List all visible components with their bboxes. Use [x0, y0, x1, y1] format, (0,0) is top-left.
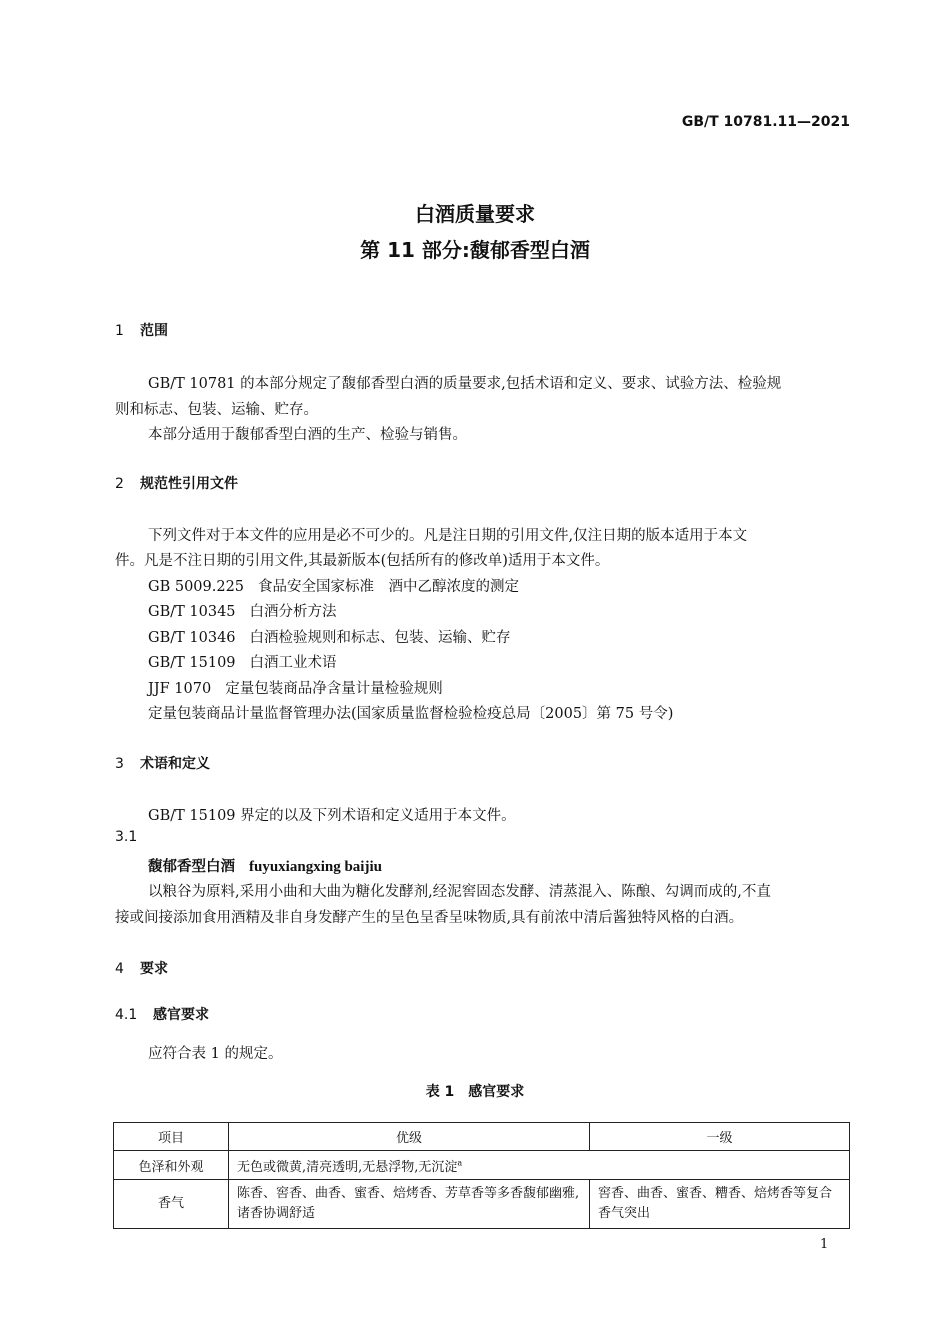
table-cell [229, 1151, 850, 1180]
paragraph: 应符合表 1 的规定。 [148, 1046, 283, 1062]
term-chinese: 馥郁香型白酒 [148, 859, 235, 875]
table-cell: 色泽和外观 [114, 1151, 229, 1180]
paragraph: 件。凡是不注日期的引用文件,其最新版本(包括所有的修改单)适用于本文件。 [115, 553, 610, 569]
table-row [114, 1151, 850, 1180]
document-subtitle: 第 11 部分:馥郁香型白酒 [360, 238, 590, 262]
section-title: 规范性引用文件 [140, 476, 238, 492]
reference-title: 白酒检验规则和标志、包装、运输、贮存 [249, 630, 511, 646]
paragraph: GB/T 10781 的本部分规定了馥郁香型白酒的质量要求,包括术语和定义、要求、试验方法、检验规 [148, 376, 782, 392]
section-3-heading [115, 753, 210, 773]
reference-title: 食品安全国家标准 酒中乙醇浓度的测定 [258, 579, 520, 595]
reference-code: JJF 1070 [148, 681, 212, 697]
reference-item [148, 677, 443, 698]
definition: 以粮谷为原料,采用小曲和大曲为糖化发酵剂,经泥窖固态发酵、清蒸混入、陈酿、勾调而成的,不直 [148, 884, 771, 900]
section-2-heading [115, 473, 238, 493]
subsection-4-1-heading [115, 1004, 209, 1024]
table-header: 优级 [229, 1123, 590, 1151]
section-number: 3 [115, 756, 124, 772]
footnote-mark: a [457, 1158, 463, 1168]
table-cell: 香气 [114, 1180, 229, 1229]
subsection-title: 感官要求 [153, 1007, 209, 1023]
reference-code: GB/T 10346 [148, 630, 236, 646]
reference-code: GB 5009.225 [148, 579, 245, 595]
table-header: 一级 [590, 1123, 850, 1151]
reference-code: GB/T 10345 [148, 604, 236, 620]
sensory-requirements-table [113, 1122, 850, 1229]
section-1-heading [115, 320, 168, 340]
reference-title: 定量包装商品净含量计量检验规则 [225, 681, 443, 697]
reference-item [148, 626, 511, 647]
reference-item [148, 575, 519, 596]
document-title: 白酒质量要求 [415, 202, 535, 226]
cell-text: 无色或微黄,清亮透明,无悬浮物,无沉淀 [237, 1159, 458, 1175]
subsection-number: 3.1 [115, 829, 138, 845]
definition: 接或间接添加食用酒精及非自身发酵产生的呈色呈香呈味物质,具有前浓中清后酱独特风格的白酒。 [115, 910, 744, 926]
table-cell: 陈香、窖香、曲香、蜜香、焙烤香、芳草香等多香馥郁幽雅,诸香协调舒适 [229, 1180, 590, 1229]
section-title: 要求 [140, 961, 168, 977]
table-caption: 表 1 感官要求 [425, 1084, 525, 1100]
reference-title: 白酒分析方法 [249, 604, 337, 620]
section-number: 2 [115, 476, 124, 492]
section-4-heading [115, 958, 168, 978]
table-header-row [114, 1123, 850, 1151]
reference-code: GB/T 15109 [148, 655, 236, 671]
page-number: 1 [820, 1237, 829, 1252]
paragraph: 本部分适用于馥郁香型白酒的生产、检验与销售。 [148, 427, 467, 443]
section-number: 1 [115, 323, 124, 339]
table-cell: 窖香、曲香、蜜香、糟香、焙烤香等复合香气突出 [590, 1180, 850, 1229]
term-english: fuyuxiangxing baijiu [249, 859, 382, 875]
reference-item [148, 600, 337, 621]
table-row [114, 1180, 850, 1229]
standard-code: GB/T 10781.11—2021 [681, 114, 850, 130]
section-title: 术语和定义 [140, 756, 210, 772]
table-header: 项目 [114, 1123, 229, 1151]
paragraph: 下列文件对于本文件的应用是必不可少的。凡是注日期的引用文件,仅注日期的版本适用于本文 [148, 528, 748, 544]
subsection-number: 4.1 [115, 1007, 138, 1023]
regulation-reference: 定量包装商品计量监督管理办法(国家质量监督检验检疫总局〔2005〕第 75 号令) [148, 706, 674, 722]
section-title: 范围 [140, 323, 168, 339]
reference-item [148, 651, 337, 672]
reference-title: 白酒工业术语 [249, 655, 337, 671]
paragraph: GB/T 15109 界定的以及下列术语和定义适用于本文件。 [148, 808, 516, 824]
section-number: 4 [115, 961, 124, 977]
term-entry [148, 855, 382, 876]
paragraph: 则和标志、包装、运输、贮存。 [115, 402, 318, 418]
